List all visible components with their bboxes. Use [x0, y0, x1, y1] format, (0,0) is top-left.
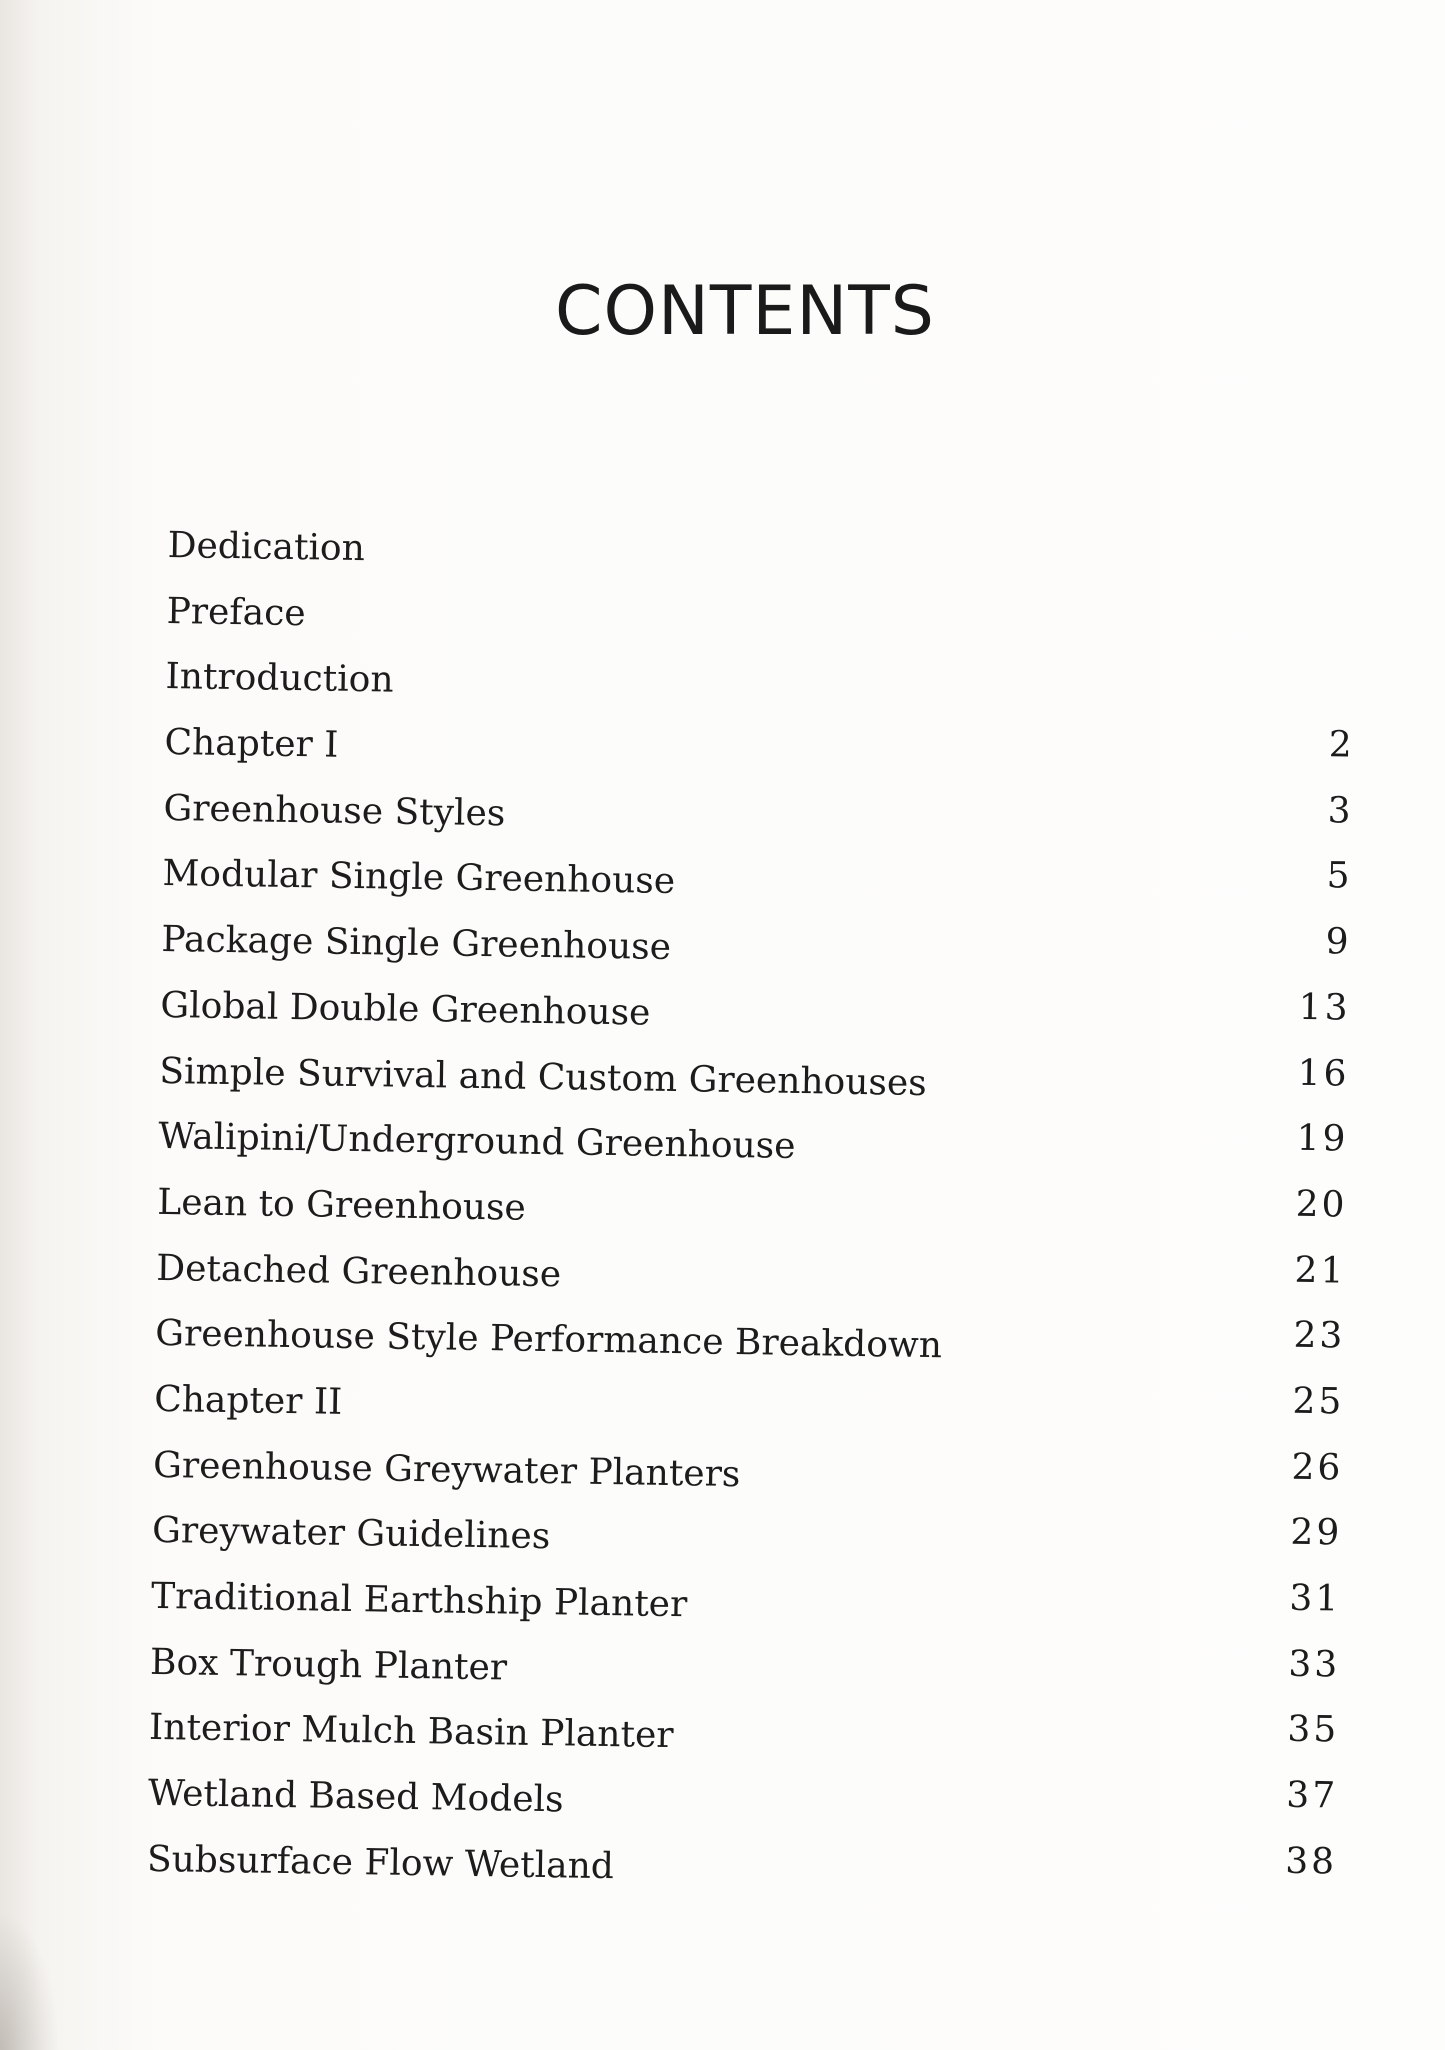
- table-of-contents: [146, 524, 1358, 1922]
- toc-entry-page: 37: [1286, 1774, 1339, 1817]
- toc-entry-label: Greenhouse Style Performance Breakdown: [154, 1313, 943, 1367]
- toc-entry-label: Greenhouse Styles: [163, 787, 506, 835]
- toc-entry-page: 26: [1291, 1446, 1344, 1489]
- toc-entry-label: Global Double Greenhouse: [160, 984, 651, 1034]
- toc-entry-page: 23: [1293, 1315, 1346, 1357]
- toc-entry-label: Walipini/Underground Greenhouse: [158, 1116, 796, 1168]
- toc-entry-label: Package Single Greenhouse: [161, 919, 672, 969]
- toc-entry-label: Interior Mulch Basin Planter: [148, 1707, 674, 1757]
- toc-entry-page: 19: [1296, 1117, 1349, 1160]
- page-title: CONTENTS: [555, 272, 935, 351]
- toc-entry-label: Introduction: [165, 656, 394, 701]
- toc-entry-label: Chapter I: [164, 722, 339, 766]
- toc-entry-page: 3: [1327, 790, 1354, 832]
- toc-entry-page: 31: [1289, 1577, 1342, 1620]
- toc-entry-page: 16: [1297, 1052, 1350, 1095]
- toc-entry-page: 35: [1287, 1709, 1340, 1751]
- toc-entry-label: Simple Survival and Custom Greenhouses: [159, 1050, 928, 1104]
- toc-entry-label: Dedication: [167, 524, 366, 570]
- toc-entry-page: 5: [1326, 855, 1353, 898]
- toc-entry-page: 9: [1325, 921, 1352, 963]
- toc-entry-label: Traditional Earthship Planter: [150, 1575, 688, 1626]
- toc-entry-label: Box Trough Planter: [149, 1641, 508, 1689]
- toc-entry-label: Greenhouse Greywater Planters: [152, 1444, 741, 1495]
- toc-entry-label: Wetland Based Models: [147, 1772, 564, 1821]
- toc-entry-label: Detached Greenhouse: [155, 1247, 562, 1295]
- toc-entry-page: 38: [1285, 1840, 1338, 1883]
- toc-entry-page: 13: [1298, 986, 1351, 1029]
- toc-entry-label: Greywater Guidelines: [151, 1510, 551, 1558]
- toc-entry-label: Preface: [166, 590, 306, 634]
- page-shadow: [0, 1910, 60, 2050]
- toc-entry-page: 2: [1328, 724, 1355, 766]
- toc-entry-label: Modular Single Greenhouse: [162, 853, 676, 903]
- toc-entry-label: Lean to Greenhouse: [157, 1181, 527, 1229]
- toc-entry-label: Chapter II: [153, 1378, 343, 1423]
- toc-entry-page: 25: [1292, 1380, 1345, 1423]
- toc-entry-page: 21: [1294, 1249, 1347, 1292]
- toc-entry-page: 29: [1290, 1512, 1343, 1554]
- toc-entry-label: Subsurface Flow Wetland: [146, 1838, 615, 1887]
- toc-entry-page: 33: [1288, 1643, 1341, 1686]
- toc-entry-page: 20: [1295, 1183, 1348, 1226]
